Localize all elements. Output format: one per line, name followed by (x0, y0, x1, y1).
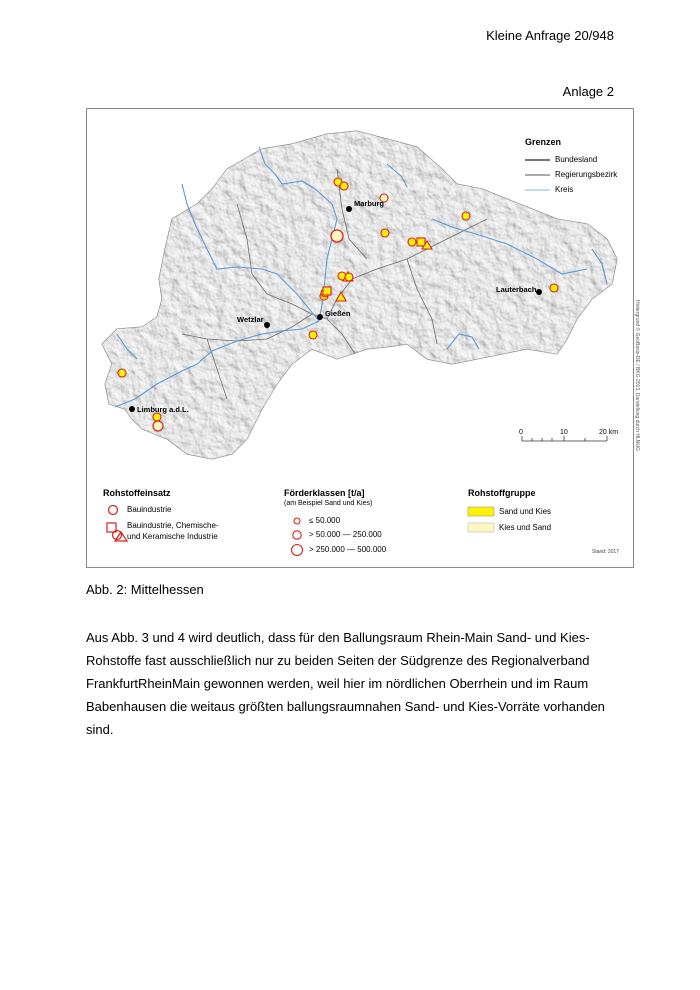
borders-legend-lines (525, 160, 550, 190)
legend-klasse-3: > 250.000 — 500.000 (309, 545, 387, 554)
legend-rohstoffeinsatz-title: Rohstoffeinsatz (103, 488, 171, 498)
city-label-lauterbach: Lauterbach (496, 285, 537, 294)
legend-bauindustrie-chem-2: und Keramische Industrie (127, 532, 218, 541)
borders-legend-bundesland: Bundesland (555, 155, 598, 164)
body-paragraph: Aus Abb. 3 und 4 wird deutlich, dass für den Ballungsraum Rhein-Main Sand- und Kies-Rohstoffe fast ausschließlich nur zu beiden Seiten der Südgrenze des Regionalverband FrankfurtRheinMain gewonnen werden, weil hier im nördlichen Oberrhein und im Raum Babenhausen die weitaus größten ballungsraumnahen Sand- und Kies-Vorräte vorhanden sind. (86, 630, 605, 737)
legend-bauindustrie-chem-1: Bauindustrie, Chemische- (127, 521, 219, 530)
deposit-site (118, 369, 126, 377)
legend-kies-und-sand: Kies und Sand (499, 523, 552, 532)
document-reference: Kleine Anfrage 20/948 (486, 28, 614, 43)
city-label-marburg: Marburg (354, 199, 384, 208)
map-date-note: Stand: 2017 (592, 549, 619, 555)
annex-label: Anlage 2 (562, 84, 614, 99)
deposit-site (309, 331, 317, 339)
scale-label-0: 0 (519, 429, 523, 436)
deposit-site (153, 421, 163, 431)
legend-symbols-klassen (292, 518, 303, 556)
limburg-dot (129, 406, 135, 412)
lauterbach-dot (536, 289, 542, 295)
legend-symbols-gruppe (468, 507, 494, 532)
scale-label-20: 20 km (599, 429, 619, 436)
borders-legend-kreis: Kreis (555, 185, 574, 194)
legend-sand-und-kies: Sand und Kies (499, 507, 552, 516)
deposit-site (340, 182, 348, 190)
marburg-dot (346, 206, 352, 212)
deposit-site (381, 229, 389, 237)
legend-klasse-2: > 50.000 — 250.000 (309, 530, 382, 539)
figure-caption: Abb. 2: Mittelhessen (86, 582, 204, 597)
legend-symbols-einsatz (107, 506, 127, 542)
legend-bauindustrie: Bauindustrie (127, 505, 172, 514)
giessen-dot (317, 314, 323, 320)
deposit-site (153, 413, 161, 421)
wetzlar-dot (264, 322, 270, 328)
legend-foerderklassen-subtitle: (am Beispiel Sand und Kies) (284, 500, 373, 507)
deposit-site (408, 238, 416, 246)
deposit-site (550, 284, 558, 292)
city-label-wetzlar: Wetzlar (237, 315, 264, 324)
scale-label-10: 10 (560, 429, 568, 436)
city-label-limburg: Limburg a.d.L. (137, 405, 189, 414)
borders-legend-title: Grenzen (525, 137, 562, 147)
deposit-site (462, 212, 470, 220)
legend-rohstoffgruppe-title: Rohstoffgruppe (468, 488, 536, 498)
city-label-giessen: Gießen (325, 309, 351, 318)
map-figure (86, 108, 634, 568)
legend-klasse-1: ≤ 50.000 (309, 516, 341, 525)
scale-bar (522, 436, 607, 441)
legend-foerderklassen-title: Förderklassen [t/a] (284, 488, 365, 498)
map-credit: Hintergrund © GeoBasis-DE / BKG 2013, Darstellung durch HLNUG (634, 300, 640, 451)
borders-legend-regierungsbezirk: Regierungsbezirk (555, 170, 618, 179)
deposit-site (331, 230, 343, 242)
